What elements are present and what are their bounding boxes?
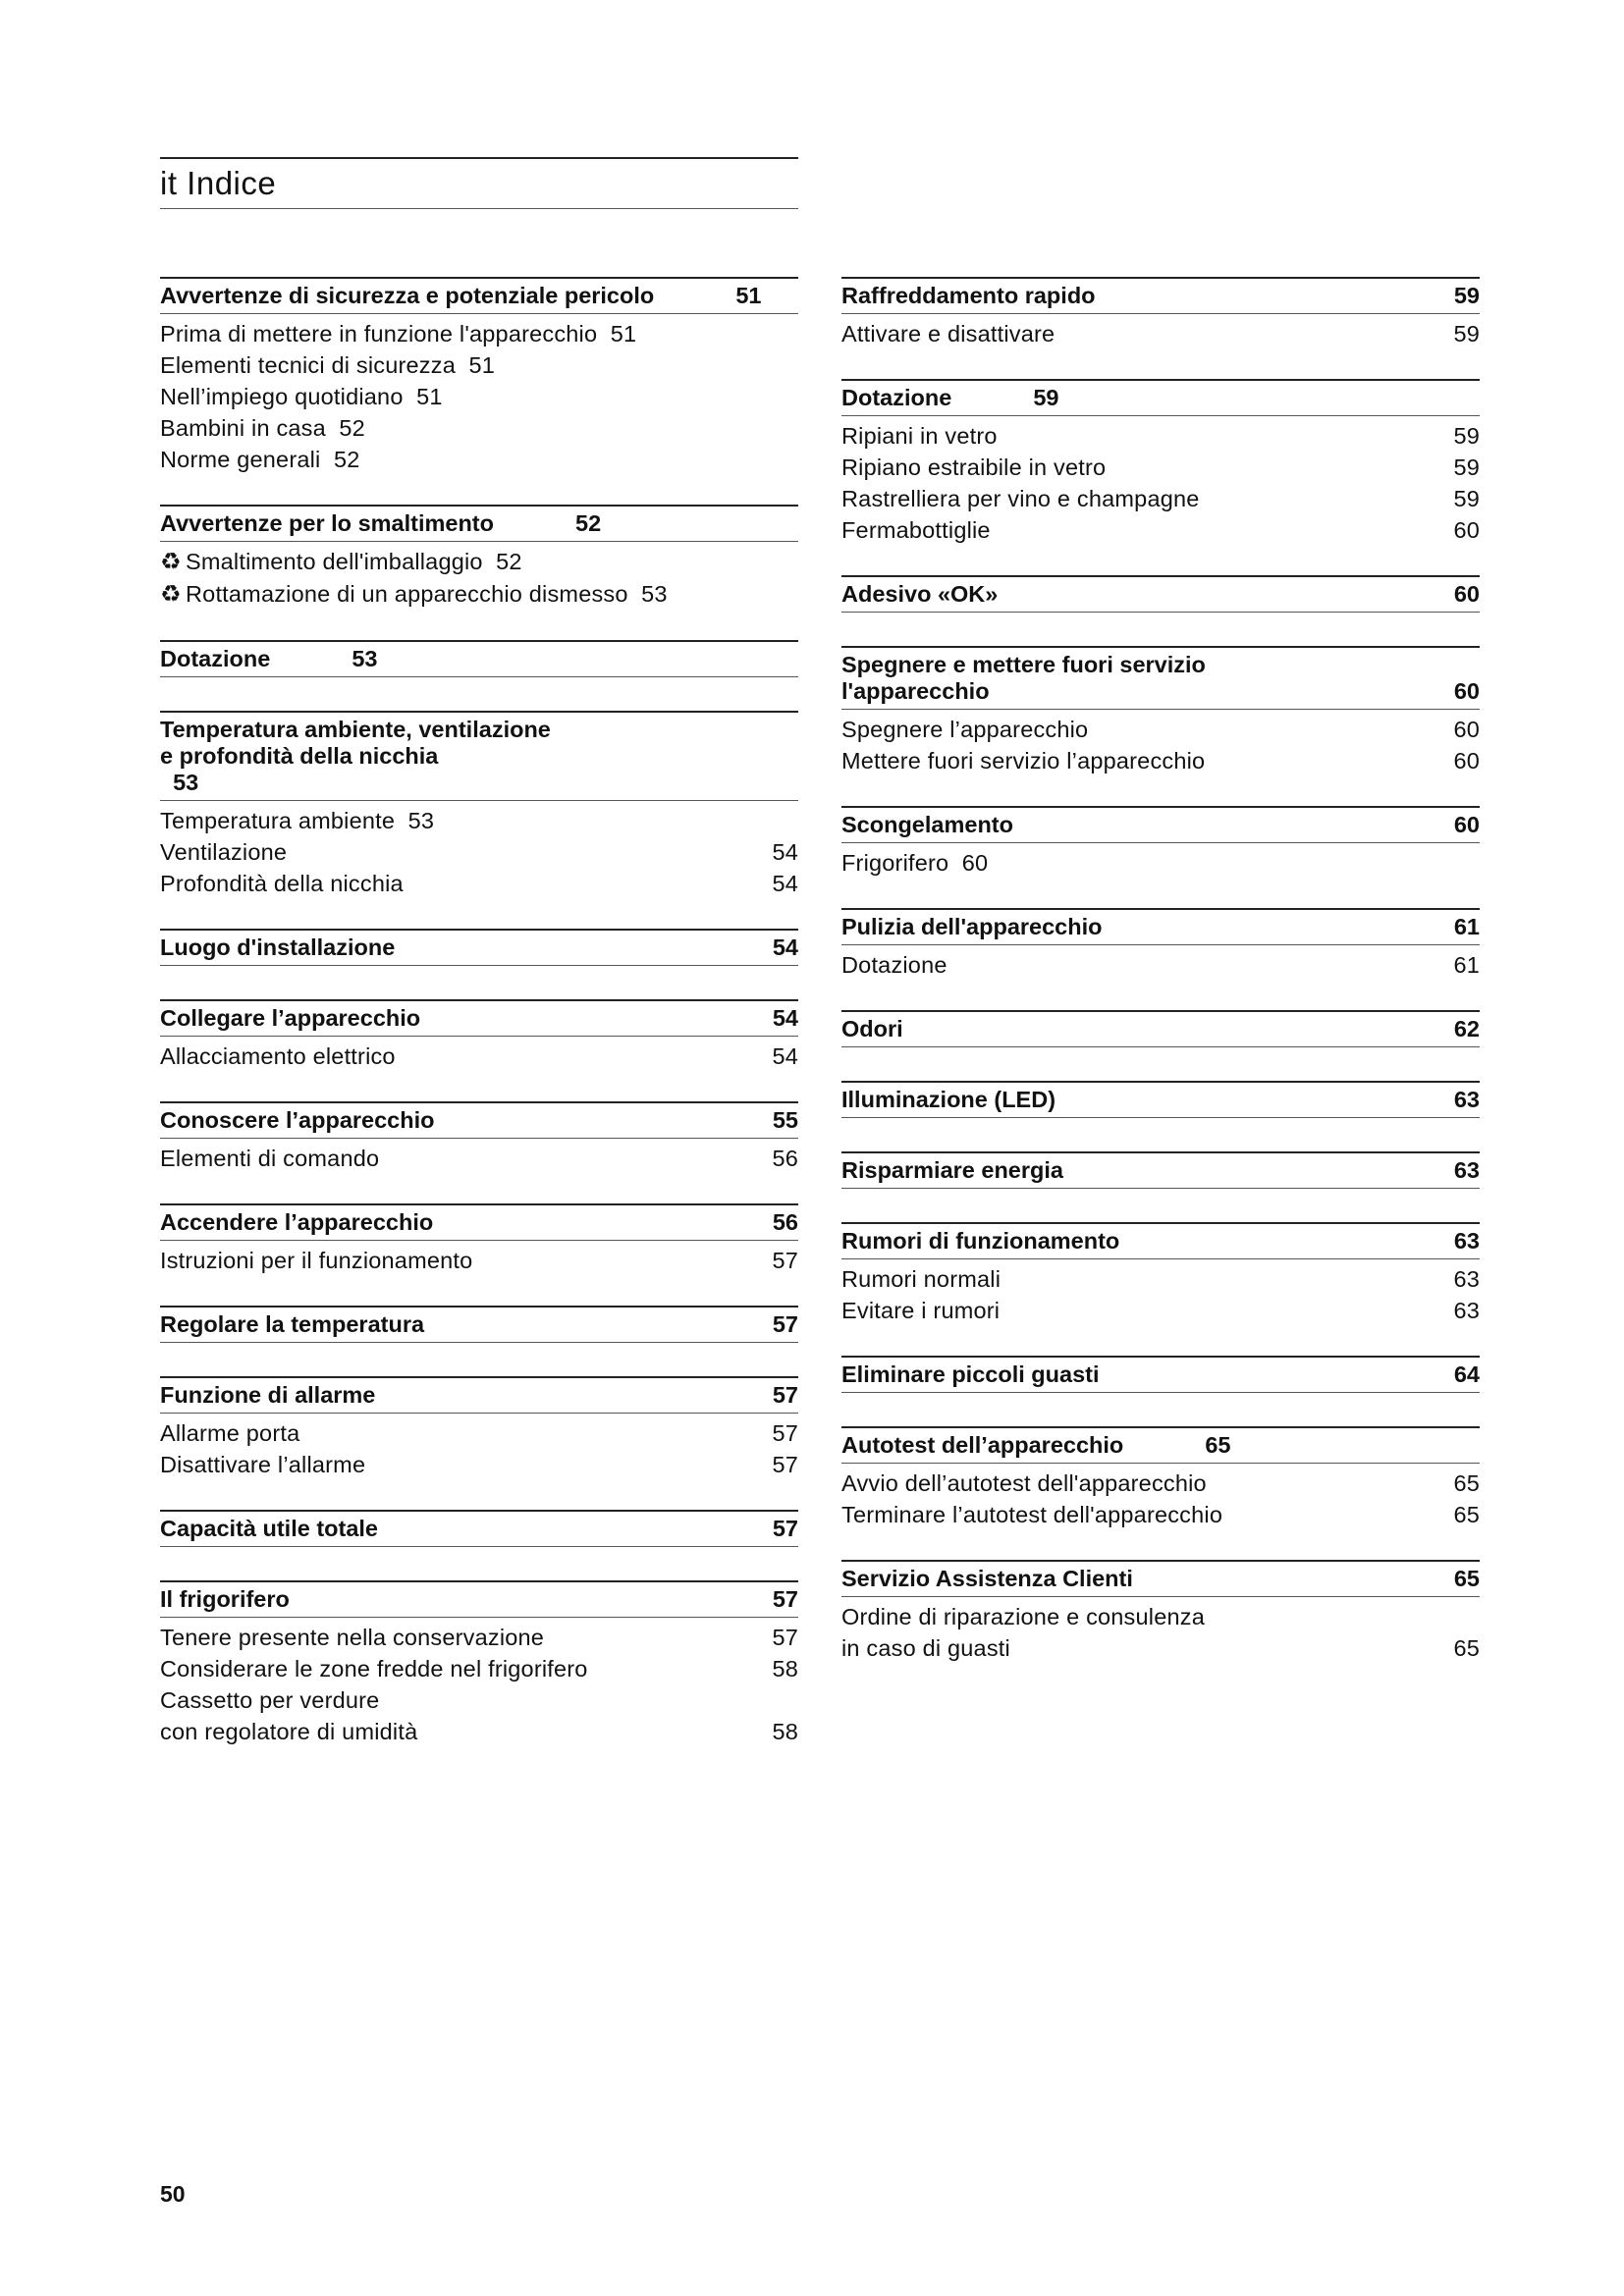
toc-entry-label: Ripiani in vetro	[841, 423, 998, 449]
toc-section-heading[interactable]	[841, 806, 1480, 843]
toc-section-page: 63	[1453, 1228, 1480, 1254]
toc-section-title: Il frigorifero	[160, 1586, 290, 1612]
toc-section	[841, 1081, 1480, 1122]
toc-section	[841, 1222, 1480, 1326]
toc-section-page: 62	[1453, 1016, 1480, 1041]
toc-entries	[160, 1139, 798, 1174]
toc-section-heading[interactable]	[841, 379, 1480, 416]
toc-section	[160, 1101, 798, 1174]
toc-entry[interactable]	[160, 1041, 798, 1072]
toc-section-heading[interactable]	[160, 1306, 798, 1343]
toc-section	[841, 646, 1480, 776]
toc-section-title: Adesivo «OK»	[841, 581, 999, 607]
toc-entry-page: 53	[407, 808, 435, 833]
recycle-icon: ♻	[160, 581, 182, 608]
toc-section	[841, 1426, 1480, 1530]
toc-entry-label: Ordine di riparazione e consulenza	[841, 1604, 1205, 1629]
toc-entry-page: 59	[1453, 454, 1480, 480]
toc-entry[interactable]	[160, 805, 798, 836]
toc-section-title-line2: l'apparecchio	[841, 678, 990, 704]
toc-entry-label: Avvio dell’autotest dell'apparecchio	[841, 1470, 1207, 1496]
toc-entry-page: 54	[772, 839, 798, 865]
toc-entries	[841, 1597, 1480, 1664]
toc-entry-page: 63	[1453, 1266, 1480, 1292]
toc-entry[interactable]	[841, 1499, 1480, 1530]
toc-section-page: 52	[575, 510, 602, 536]
toc-entry-label: Cassetto per verdure	[160, 1687, 380, 1713]
toc-entries	[841, 1259, 1480, 1326]
toc-entries	[160, 1241, 798, 1276]
toc-section-title: Accendere l’apparecchio	[160, 1209, 434, 1235]
toc-section-title: Risparmiare energia	[841, 1157, 1063, 1183]
toc-entry-page: 65	[1453, 1502, 1480, 1527]
toc-entry-label: Istruzioni per il funzionamento	[160, 1248, 473, 1273]
toc-entry[interactable]	[160, 318, 798, 349]
toc-entries	[841, 1393, 1480, 1397]
toc-entry-page: 60	[1453, 748, 1480, 774]
toc-entries	[160, 542, 798, 611]
toc-entry[interactable]	[841, 847, 1480, 879]
toc-section-title-line2-wrap	[160, 743, 798, 796]
toc-entry-label: Attivare e disattivare	[841, 321, 1056, 347]
toc-entries	[160, 1037, 798, 1072]
toc-entry[interactable]	[160, 1143, 798, 1174]
toc-entry-page: 57	[772, 1452, 798, 1477]
toc-section	[160, 1510, 798, 1551]
toc-section	[160, 505, 798, 611]
toc-section-title: Avvertenze di sicurezza e potenziale pericolo	[160, 283, 655, 308]
toc-section-title: Funzione di allarme	[160, 1382, 376, 1408]
toc-entries	[841, 613, 1480, 616]
toc-entries	[841, 843, 1480, 879]
toc-section-page: 53	[352, 646, 378, 671]
toc-entry-label: Evitare i rumori	[841, 1298, 1001, 1323]
toc-entry-page: 60	[961, 850, 989, 876]
toc-entries	[160, 801, 798, 899]
toc-section-page: 51	[735, 283, 762, 308]
toc-section-heading[interactable]	[160, 929, 798, 966]
toc-section	[841, 379, 1480, 546]
toc-entry-page: 63	[1453, 1298, 1480, 1323]
toc-section-page: 63	[1453, 1087, 1480, 1112]
toc-section-title: Raffreddamento rapido	[841, 283, 1096, 308]
toc-entry-label: Prima di mettere in funzione l'apparecchio	[160, 321, 598, 347]
toc-entry[interactable]	[160, 868, 798, 899]
toc-entry-label: Elementi tecnici di sicurezza	[160, 352, 456, 378]
toc-section	[160, 1580, 798, 1747]
toc-section-title: Conoscere l’apparecchio	[160, 1107, 435, 1133]
toc-entry[interactable]	[841, 714, 1480, 745]
toc-entries	[841, 1189, 1480, 1193]
page-header	[160, 157, 798, 209]
toc-section-title-line2: e profondità della nicchia	[160, 743, 439, 769]
toc-entry-page: 59	[1453, 321, 1480, 347]
toc-section-heading[interactable]	[841, 1081, 1480, 1118]
toc-section	[160, 929, 798, 970]
toc-entry-label: Mettere fuori servizio l’apparecchio	[841, 748, 1206, 774]
toc-entry[interactable]	[841, 1468, 1480, 1499]
toc-section-title: Capacità utile totale	[160, 1516, 378, 1541]
toc-section-page: 65	[1453, 1566, 1480, 1591]
toc-section-title: Luogo d'installazione	[160, 934, 396, 960]
toc-section-heading[interactable]	[160, 1510, 798, 1547]
toc-entry-label: Fermabottiglie	[841, 517, 991, 543]
toc-section-heading[interactable]	[160, 711, 798, 801]
toc-section-page: 53	[173, 770, 199, 795]
toc-entries	[160, 314, 798, 475]
toc-entry[interactable]	[841, 949, 1480, 981]
toc-entry[interactable]	[841, 1263, 1480, 1295]
toc-entry-page: 54	[772, 871, 798, 896]
toc-section	[160, 1376, 798, 1480]
toc-entry[interactable]	[160, 1449, 798, 1480]
toc-section-heading[interactable]	[160, 1376, 798, 1414]
toc-entry[interactable]	[160, 444, 798, 475]
toc-entry-page: 65	[1453, 1635, 1480, 1661]
toc-entry-label: Frigorifero	[841, 850, 949, 876]
toc-entry-label: Spegnere l’apparecchio	[841, 717, 1089, 742]
toc-section-title: Rumori di funzionamento	[841, 1228, 1120, 1254]
toc-section	[160, 277, 798, 475]
toc-section-page: 63	[1453, 1157, 1480, 1183]
toc-entries	[160, 1414, 798, 1480]
toc-section	[841, 1010, 1480, 1051]
toc-entry[interactable]	[841, 483, 1480, 514]
toc-section-page: 59	[1453, 283, 1480, 308]
toc-entry-label: Considerare le zone fredde nel frigorifero	[160, 1656, 588, 1682]
toc-section-page: 60	[1453, 812, 1480, 837]
toc-entry[interactable]	[841, 1601, 1480, 1632]
toc-entries	[841, 1047, 1480, 1051]
toc-entry-page: 52	[339, 415, 365, 441]
toc-entry-page: 52	[496, 549, 522, 574]
toc-section-heading[interactable]	[841, 1151, 1480, 1189]
toc-entry[interactable]	[841, 745, 1480, 776]
toc-entry-label: Ventilazione	[160, 839, 288, 865]
toc-entry-page: 57	[772, 1420, 798, 1446]
toc-section-page: 56	[772, 1209, 798, 1235]
toc-section	[160, 711, 798, 899]
toc-entry-label: con regolatore di umidità	[160, 1719, 418, 1744]
toc-section	[841, 908, 1480, 981]
page-title: it Indice	[160, 165, 277, 201]
toc-section	[841, 806, 1480, 879]
toc-entry-page: 65	[1453, 1470, 1480, 1496]
toc-entries	[160, 966, 798, 970]
toc-section-title: Odori	[841, 1016, 903, 1041]
toc-entry-page: 58	[772, 1656, 798, 1682]
toc-entry-label: Profondità della nicchia	[160, 871, 404, 896]
toc-section	[841, 1151, 1480, 1193]
toc-entry-label: Allacciamento elettrico	[160, 1043, 396, 1069]
toc-entry-page: 51	[416, 384, 443, 409]
toc-entries	[160, 1547, 798, 1551]
toc-section-page: 54	[772, 934, 798, 960]
toc-entries	[160, 677, 798, 681]
toc-entry[interactable]	[160, 546, 798, 578]
toc-entries	[841, 416, 1480, 546]
toc-entry-label: Tenere presente nella conservazione	[160, 1625, 545, 1650]
toc-entry-label: Bambini in casa	[160, 415, 326, 441]
toc-entry-page: 53	[641, 581, 668, 607]
toc-section-heading[interactable]	[160, 277, 798, 314]
toc-entry-page: 51	[468, 352, 495, 378]
toc-section-heading[interactable]	[160, 1101, 798, 1139]
toc-section-heading[interactable]	[841, 1356, 1480, 1393]
toc-section-page: 60	[1453, 581, 1480, 607]
toc-section-heading[interactable]	[160, 640, 798, 677]
toc-section	[160, 1306, 798, 1347]
toc-section-heading[interactable]	[841, 1426, 1480, 1464]
toc-entries	[160, 1618, 798, 1747]
toc-section-page: 57	[772, 1382, 798, 1408]
toc-entry-label: Allarme porta	[160, 1420, 300, 1446]
toc-entries	[841, 1464, 1480, 1530]
toc-entry[interactable]	[841, 514, 1480, 546]
toc-section	[160, 640, 798, 681]
toc-entries	[160, 1343, 798, 1347]
toc-section-heading[interactable]	[160, 999, 798, 1037]
toc-entry-page: 58	[772, 1719, 798, 1744]
toc-entry-page: 57	[772, 1248, 798, 1273]
toc-entry-label: Disattivare l’allarme	[160, 1452, 366, 1477]
toc-section	[160, 1203, 798, 1276]
page-number: 50	[160, 2181, 186, 2207]
toc-entry[interactable]	[160, 836, 798, 868]
toc-section-title: Avvertenze per lo smaltimento	[160, 510, 494, 536]
toc-section-page: 64	[1453, 1362, 1480, 1387]
toc-entry[interactable]	[841, 318, 1480, 349]
toc-entries	[841, 710, 1480, 776]
toc-entry[interactable]	[160, 1245, 798, 1276]
toc-section-title: Eliminare piccoli guasti	[841, 1362, 1100, 1387]
toc-entry-label: Nell’impiego quotidiano	[160, 384, 404, 409]
toc-entry-page: 60	[1453, 717, 1480, 742]
toc-section-title: Dotazione	[841, 385, 952, 410]
toc-entry[interactable]	[841, 1295, 1480, 1326]
toc-section	[841, 277, 1480, 349]
toc-entry[interactable]	[841, 1632, 1480, 1664]
recycle-icon: ♻	[160, 549, 182, 575]
toc-entry[interactable]	[160, 1716, 798, 1747]
toc-section-page: 55	[772, 1107, 798, 1133]
toc-entry[interactable]	[841, 420, 1480, 452]
toc-section-page: 59	[1033, 385, 1059, 410]
toc-section-heading[interactable]	[841, 646, 1480, 710]
toc-section	[841, 575, 1480, 616]
toc-section-heading[interactable]	[160, 1580, 798, 1618]
toc-section-heading[interactable]	[160, 505, 798, 542]
toc-entry[interactable]	[160, 349, 798, 381]
toc-section-heading[interactable]	[841, 277, 1480, 314]
toc-entry-page: 59	[1453, 486, 1480, 511]
toc-section	[160, 999, 798, 1072]
toc-entries	[841, 1118, 1480, 1122]
toc-entry-label: Smaltimento dell'imballaggio	[186, 549, 483, 574]
toc-right-column	[841, 277, 1480, 1693]
toc-left-column	[160, 277, 798, 1777]
toc-section-title: Pulizia dell'apparecchio	[841, 914, 1103, 939]
toc-entry[interactable]	[160, 1684, 798, 1716]
toc-section-heading[interactable]	[841, 1560, 1480, 1597]
toc-entry-label: Rastrelliera per vino e champagne	[841, 486, 1200, 511]
toc-section-heading[interactable]	[841, 575, 1480, 613]
toc-section-page: 57	[772, 1586, 798, 1612]
toc-entries	[841, 314, 1480, 349]
toc-entry-page: 56	[772, 1146, 798, 1171]
toc-entry[interactable]	[160, 412, 798, 444]
toc-entry[interactable]	[160, 578, 798, 611]
toc-entry-label: Temperatura ambiente	[160, 808, 396, 833]
toc-entry-page: 57	[772, 1625, 798, 1650]
toc-section-title: Spegnere e mettere fuori servizio	[841, 652, 1206, 677]
toc-section-title: Collegare l’apparecchio	[160, 1005, 421, 1031]
toc-entry-page: 54	[772, 1043, 798, 1069]
toc-section-title: Autotest dell’apparecchio	[841, 1432, 1124, 1458]
toc-section	[841, 1356, 1480, 1397]
toc-entry-page: 51	[610, 321, 637, 347]
toc-entry[interactable]	[160, 1622, 798, 1653]
toc-entry-label: Elementi di comando	[160, 1146, 380, 1171]
toc-entry[interactable]	[160, 1653, 798, 1684]
toc-entry-label: Dotazione	[841, 952, 947, 978]
toc-entries	[841, 945, 1480, 981]
toc-entry-label: Rottamazione di un apparecchio dismesso	[186, 581, 628, 607]
toc-section-page: 60	[1453, 678, 1480, 704]
toc-entry-label: Rumori normali	[841, 1266, 1001, 1292]
toc-section-heading[interactable]	[160, 1203, 798, 1241]
toc-entry[interactable]	[841, 452, 1480, 483]
toc-section-title: Illuminazione (LED)	[841, 1087, 1056, 1112]
toc-section-page: 57	[772, 1516, 798, 1541]
toc-entry-page: 61	[1453, 952, 1480, 978]
toc-section-heading[interactable]	[841, 908, 1480, 945]
toc-entry-label: Ripiano estraibile in vetro	[841, 454, 1107, 480]
toc-section-page: 65	[1205, 1432, 1231, 1458]
toc-section-heading[interactable]	[841, 1222, 1480, 1259]
toc-section-heading[interactable]	[841, 1010, 1480, 1047]
toc-section-page: 61	[1453, 914, 1480, 939]
toc-entry[interactable]	[160, 381, 798, 412]
toc-section-title: Dotazione	[160, 646, 271, 671]
toc-entry[interactable]	[160, 1417, 798, 1449]
toc-section-title: Regolare la temperatura	[160, 1311, 425, 1337]
toc-entry-label: in caso di guasti	[841, 1635, 1010, 1661]
toc-entry-label: Terminare l’autotest dell'apparecchio	[841, 1502, 1223, 1527]
toc-section	[841, 1560, 1480, 1664]
toc-section-title: Temperatura ambiente, ventilazione	[160, 717, 551, 742]
toc-entry-page: 52	[333, 447, 360, 472]
toc-section-title: Servizio Assistenza Clienti	[841, 1566, 1133, 1591]
toc-section-page: 54	[772, 1005, 798, 1031]
toc-entry-page: 59	[1453, 423, 1480, 449]
toc-section-page: 57	[772, 1311, 798, 1337]
toc-entry-page: 60	[1453, 517, 1480, 543]
toc-section-title: Scongelamento	[841, 812, 1013, 837]
toc-entry-label: Norme generali	[160, 447, 321, 472]
